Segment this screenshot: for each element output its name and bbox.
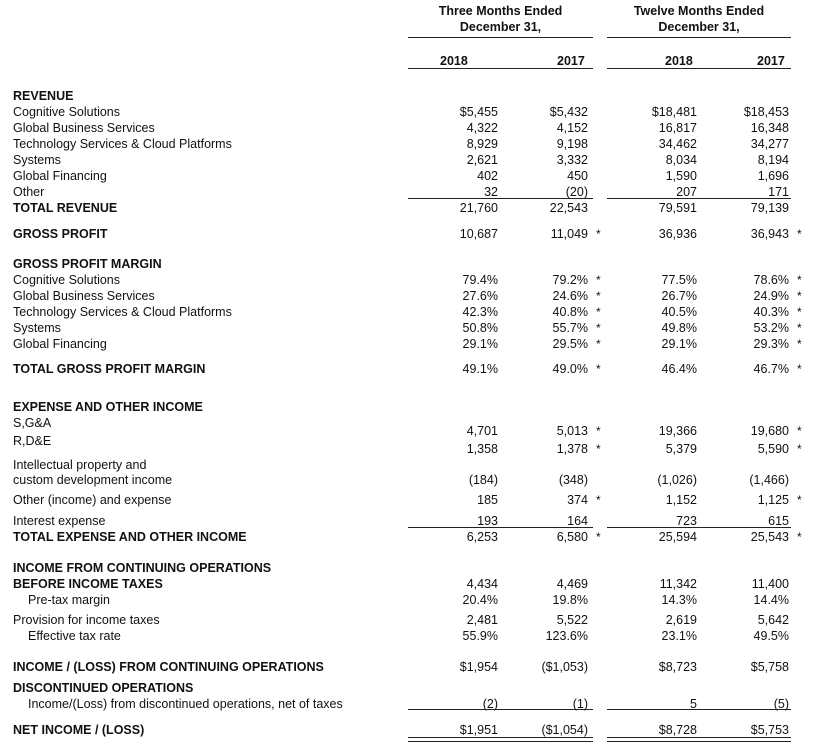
cell-y-2018: 16,817 xyxy=(658,121,697,135)
cell-y-2018: 23.1% xyxy=(661,629,697,643)
restated-asterisk: * xyxy=(797,305,802,319)
row-label-global-financing: Global Financing xyxy=(13,169,107,183)
cell-q-2018: 185 xyxy=(477,493,498,507)
cell-y-2018: 723 xyxy=(676,514,697,528)
cell-y-2017: $18,453 xyxy=(743,105,789,119)
cell-q-2017: 49.0% xyxy=(552,362,588,376)
cell-y-2018: $8,723 xyxy=(658,660,697,674)
restated-asterisk: * xyxy=(797,337,802,351)
row-label-total-expense-and-other-income: TOTAL EXPENSE AND OTHER INCOME xyxy=(13,530,247,544)
cell-q-2018: 27.6% xyxy=(462,289,498,303)
row-label-intellectual-property-and: Intellectual property and xyxy=(13,458,147,472)
cell-y-2017: 5,590 xyxy=(757,442,789,456)
cell-y-2018: 77.5% xyxy=(661,273,697,287)
cell-y-2018: 19,366 xyxy=(658,424,697,438)
cell-q-2018: (184) xyxy=(468,473,498,487)
header-rule-twelve-months xyxy=(607,37,791,38)
cell-y-2018: 5 xyxy=(690,697,697,711)
cell-q-2018: 79.4% xyxy=(462,273,498,287)
cell-q-2018: 2,621 xyxy=(466,153,498,167)
row-label-systems: Systems xyxy=(13,153,61,167)
restated-asterisk: * xyxy=(596,442,601,456)
header-rule-three-months xyxy=(408,37,593,38)
double-rule-net-income-q xyxy=(408,737,593,742)
restated-asterisk: * xyxy=(596,305,601,319)
cell-y-2017: 171 xyxy=(768,185,789,199)
cell-q-2018: 10,687 xyxy=(459,227,498,241)
cell-y-2018: 79,591 xyxy=(658,201,697,215)
row-label-effective-tax-rate: Effective tax rate xyxy=(28,629,121,643)
cell-q-2018: 193 xyxy=(477,514,498,528)
restated-asterisk: * xyxy=(596,337,601,351)
row-label-total-gross-profit-margin: TOTAL GROSS PROFIT MARGIN xyxy=(13,362,206,376)
cell-y-2018: 49.8% xyxy=(661,321,697,335)
cell-y-2017: 615 xyxy=(768,514,789,528)
cell-y-2017: 78.6% xyxy=(753,273,789,287)
cell-y-2017: 16,348 xyxy=(750,121,789,135)
rule-before-net-income-q xyxy=(408,709,593,710)
cell-q-2018: 55.9% xyxy=(462,629,498,643)
restated-asterisk: * xyxy=(797,362,802,376)
header-year-q-2018: 2018 xyxy=(440,54,468,68)
rule-before-net-income-y xyxy=(607,709,791,710)
row-label-total-revenue: TOTAL REVENUE xyxy=(13,201,118,215)
row-label-global-business-services: Global Business Services xyxy=(13,289,155,303)
cell-y-2017: 79,139 xyxy=(750,201,789,215)
cell-y-2018: 25,594 xyxy=(658,530,697,544)
cell-q-2018: 50.8% xyxy=(462,321,498,335)
cell-y-2018: 29.1% xyxy=(661,337,697,351)
restated-asterisk: * xyxy=(596,227,601,241)
cell-y-2018: 36,936 xyxy=(658,227,697,241)
cell-q-2017: 5,013 xyxy=(556,424,588,438)
cell-y-2017: 8,194 xyxy=(757,153,789,167)
row-label-gross-profit-margin: GROSS PROFIT MARGIN xyxy=(13,257,162,271)
cell-q-2018: 1,358 xyxy=(466,442,498,456)
cell-q-2018: 21,760 xyxy=(459,201,498,215)
cell-y-2017: 29.3% xyxy=(753,337,789,351)
cell-y-2017: 11,400 xyxy=(751,577,789,591)
cell-q-2017: 24.6% xyxy=(552,289,588,303)
cell-y-2018: 207 xyxy=(676,185,697,199)
cell-y-2018: 11,342 xyxy=(659,577,697,591)
row-label-interest-expense: Interest expense xyxy=(13,514,106,528)
row-label-systems: Systems xyxy=(13,321,61,335)
restated-asterisk: * xyxy=(596,321,601,335)
row-label-net-income-loss: NET INCOME / (LOSS) xyxy=(13,723,145,737)
cell-q-2017: 55.7% xyxy=(552,321,588,335)
cell-y-2017: 36,943 xyxy=(750,227,789,241)
restated-asterisk: * xyxy=(596,273,601,287)
cell-y-2017: 25,543 xyxy=(750,530,789,544)
cell-q-2017: ($1,054) xyxy=(541,723,588,737)
restated-asterisk: * xyxy=(797,530,802,544)
cell-q-2018: $5,455 xyxy=(459,105,498,119)
cell-q-2017: 374 xyxy=(567,493,588,507)
cell-q-2018: (2) xyxy=(482,697,498,711)
cell-q-2017: $5,432 xyxy=(549,105,588,119)
row-label-cognitive-solutions: Cognitive Solutions xyxy=(13,105,121,119)
cell-y-2018: 1,152 xyxy=(665,493,697,507)
row-label-pre-tax-margin: Pre-tax margin xyxy=(28,593,110,607)
cell-q-2018: 42.3% xyxy=(462,305,498,319)
row-label-s-g-a: S,G&A xyxy=(13,416,52,430)
cell-y-2017: 19,680 xyxy=(750,424,789,438)
cell-q-2017: 3,332 xyxy=(556,153,588,167)
cell-y-2017: 40.3% xyxy=(753,305,789,319)
header-year-q-2017: 2017 xyxy=(557,54,585,68)
year-rule-twelve-months xyxy=(607,68,791,69)
cell-y-2017: 1,696 xyxy=(757,169,789,183)
cell-q-2017: (20) xyxy=(565,185,588,199)
cell-q-2017: 79.2% xyxy=(552,273,588,287)
cell-y-2017: 24.9% xyxy=(753,289,789,303)
rule-before-total-revenue-q xyxy=(408,198,593,199)
cell-q-2018: 49.1% xyxy=(462,362,498,376)
restated-asterisk: * xyxy=(596,530,601,544)
cell-y-2017: 1,125 xyxy=(757,493,789,507)
cell-q-2018: 29.1% xyxy=(462,337,498,351)
restated-asterisk: * xyxy=(797,442,802,456)
cell-y-2018: 40.5% xyxy=(661,305,697,319)
cell-q-2017: 4,152 xyxy=(556,121,588,135)
cell-q-2017: 19.8% xyxy=(552,593,588,607)
row-label-before-income-taxes: BEFORE INCOME TAXES xyxy=(13,577,163,591)
row-label-other: Other xyxy=(13,185,45,199)
cell-q-2017: 1,378 xyxy=(556,442,588,456)
row-label-other-income-and-expense: Other (income) and expense xyxy=(13,493,172,507)
row-label-technology-services-cloud-platforms: Technology Services & Cloud Platforms xyxy=(13,137,232,151)
cell-q-2017: 22,543 xyxy=(549,201,588,215)
row-label-income-from-continuing-operations: INCOME FROM CONTINUING OPERATIONS xyxy=(13,561,272,575)
year-rule-three-months xyxy=(408,68,593,69)
restated-asterisk: * xyxy=(596,493,601,507)
cell-q-2018: 2,481 xyxy=(466,613,498,627)
cell-y-2018: 2,619 xyxy=(665,613,697,627)
row-label-discontinued-operations: DISCONTINUED OPERATIONS xyxy=(13,681,194,695)
row-label-gross-profit: GROSS PROFIT xyxy=(13,227,108,241)
cell-y-2017: 53.2% xyxy=(753,321,789,335)
cell-q-2017: 40.8% xyxy=(552,305,588,319)
cell-y-2017: 5,642 xyxy=(757,613,789,627)
cell-y-2017: $5,753 xyxy=(750,723,789,737)
cell-q-2017: 4,469 xyxy=(556,577,588,591)
cell-q-2018: 4,701 xyxy=(466,424,498,438)
restated-asterisk: * xyxy=(797,321,802,335)
cell-y-2018: $18,481 xyxy=(651,105,697,119)
row-label-global-financing: Global Financing xyxy=(13,337,107,351)
cell-q-2017: 450 xyxy=(567,169,588,183)
restated-asterisk: * xyxy=(797,424,802,438)
cell-q-2018: 32 xyxy=(484,185,498,199)
cell-q-2017: ($1,053) xyxy=(541,660,588,674)
row-label-cognitive-solutions: Cognitive Solutions xyxy=(13,273,121,287)
cell-q-2017: (1) xyxy=(572,697,588,711)
header-twelve-months-line1: Twelve Months Ended xyxy=(633,4,765,18)
header-year-y-2017: 2017 xyxy=(757,54,785,68)
row-label-global-business-services: Global Business Services xyxy=(13,121,155,135)
cell-y-2018: 5,379 xyxy=(665,442,697,456)
cell-y-2018: 14.3% xyxy=(661,593,697,607)
row-label-r-d-e: R,D&E xyxy=(13,434,52,448)
restated-asterisk: * xyxy=(797,493,802,507)
restated-asterisk: * xyxy=(596,289,601,303)
cell-q-2018: 8,929 xyxy=(466,137,498,151)
cell-y-2017: $5,758 xyxy=(750,660,789,674)
cell-q-2017: 5,522 xyxy=(556,613,588,627)
cell-q-2018: $1,951 xyxy=(459,723,498,737)
row-label-custom-development-income: custom development income xyxy=(13,473,173,487)
cell-y-2018: 34,462 xyxy=(658,137,697,151)
cell-y-2017: 34,277 xyxy=(750,137,789,151)
cell-q-2018: 4,322 xyxy=(466,121,498,135)
cell-q-2017: (348) xyxy=(558,473,588,487)
cell-y-2018: 26.7% xyxy=(661,289,697,303)
cell-y-2018: 46.4% xyxy=(661,362,697,376)
row-label-technology-services-cloud-platforms: Technology Services & Cloud Platforms xyxy=(13,305,232,319)
cell-q-2017: 164 xyxy=(567,514,588,528)
cell-q-2018: 6,253 xyxy=(466,530,498,544)
cell-y-2018: 8,034 xyxy=(665,153,697,167)
cell-q-2017: 11,049 xyxy=(550,227,588,241)
restated-asterisk: * xyxy=(596,424,601,438)
restated-asterisk: * xyxy=(797,289,802,303)
cell-q-2018: 4,434 xyxy=(466,577,498,591)
cell-y-2017: (1,466) xyxy=(749,473,789,487)
cell-q-2018: $1,954 xyxy=(459,660,498,674)
row-label-revenue: REVENUE xyxy=(13,89,74,103)
cell-q-2017: 9,198 xyxy=(556,137,588,151)
double-rule-net-income-y xyxy=(607,737,791,742)
header-year-y-2018: 2018 xyxy=(665,54,693,68)
cell-q-2018: 402 xyxy=(477,169,498,183)
cell-y-2017: 46.7% xyxy=(753,362,789,376)
cell-y-2018: $8,728 xyxy=(658,723,697,737)
row-label-income-loss-from-continuing-operations: INCOME / (LOSS) FROM CONTINUING OPERATIONS xyxy=(13,660,324,674)
cell-y-2017: (5) xyxy=(773,697,789,711)
rule-before-total-expense-y xyxy=(607,527,791,528)
cell-y-2017: 14.4% xyxy=(753,593,789,607)
header-three-months-line2: December 31, xyxy=(459,20,542,34)
row-label-provision-for-income-taxes: Provision for income taxes xyxy=(13,613,160,627)
restated-asterisk: * xyxy=(596,362,601,376)
cell-y-2018: 1,590 xyxy=(665,169,697,183)
cell-y-2017: 49.5% xyxy=(753,629,789,643)
cell-q-2017: 29.5% xyxy=(552,337,588,351)
rule-before-total-expense-q xyxy=(408,527,593,528)
cell-q-2018: 20.4% xyxy=(462,593,498,607)
header-three-months-line1: Three Months Ended xyxy=(438,4,563,18)
cell-y-2018: (1,026) xyxy=(657,473,697,487)
restated-asterisk: * xyxy=(797,273,802,287)
row-label-expense-and-other-income: EXPENSE AND OTHER INCOME xyxy=(13,400,203,414)
row-label-income-loss-from-discontinued-operations-net-of-taxes: Income/(Loss) from discontinued operations, net of taxes xyxy=(28,697,343,711)
cell-q-2017: 123.6% xyxy=(545,629,588,643)
restated-asterisk: * xyxy=(797,227,802,241)
header-twelve-months-line2: December 31, xyxy=(658,20,740,34)
cell-q-2017: 6,580 xyxy=(556,530,588,544)
rule-before-total-revenue-y xyxy=(607,198,791,199)
